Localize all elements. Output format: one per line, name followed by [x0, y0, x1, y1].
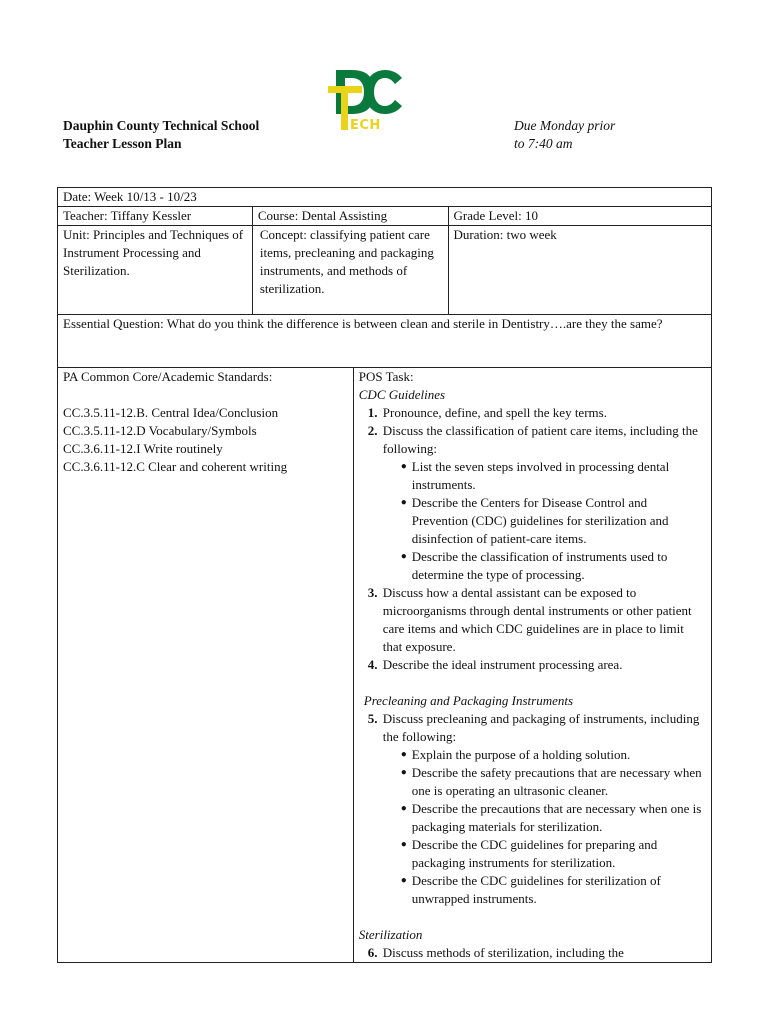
bullet-item: ● Describe the precautions that are necessary when one is packaging materials for sterilization. — [401, 800, 706, 836]
bullet-item: ● Describe the CDC guidelines for preparing and packaging instruments for sterilization. — [401, 836, 706, 872]
bullet-item: ● Describe the safety precautions that are necessary when one is operating an ultrasonic cleaner. — [401, 764, 706, 800]
dctech-logo-graphic — [328, 66, 404, 132]
standards-row — [58, 368, 712, 963]
task-item-4-text: Describe the ideal instrument processing area. — [382, 657, 623, 672]
standard-item: CC.3.5.11-12.B. Central Idea/Conclusion — [63, 405, 279, 420]
concept-cell: Concept: classifying patient care items, precleaning and packaging instruments, and methods of sterilization. — [252, 226, 448, 315]
date-row — [58, 188, 712, 207]
task-item-6-text: Discuss methods of sterilization, including the — [382, 945, 624, 960]
duration-cell: Duration: two week — [448, 226, 711, 315]
task-item-1 — [381, 404, 706, 422]
dctech-logo — [328, 66, 404, 132]
svg-text:ECH: ECH — [350, 118, 381, 132]
task-item-5 — [381, 710, 706, 908]
section-sterilization: Sterilization — [358, 927, 423, 942]
task-item-4 — [381, 656, 706, 674]
pos-task-cell — [353, 368, 711, 963]
standards-heading: PA Common Core/Academic Standards: — [63, 369, 273, 384]
unit-cell: Unit: Principles and Techniques of Instrument Processing and Sterilization. — [58, 226, 253, 315]
info-row — [58, 207, 712, 226]
pos-task-heading: POS Task: — [358, 369, 414, 384]
due-line-2: to 7:40 am — [514, 136, 573, 151]
task-item-6 — [381, 944, 706, 962]
cdc-task-list — [359, 404, 706, 674]
grade-cell: Grade Level: 10 — [448, 207, 711, 226]
school-name: Dauphin County Technical School — [63, 118, 260, 133]
teacher-cell: Teacher: Tiffany Kessler — [58, 207, 253, 226]
course-cell: Course: Dental Assisting — [252, 207, 448, 226]
due-note — [514, 117, 615, 153]
section-cdc-guidelines: CDC Guidelines — [358, 387, 446, 402]
bullet-item: ● List the seven steps involved in processing dental instruments. — [401, 458, 706, 494]
task-item-5-bullets — [383, 746, 706, 908]
task-item-1-text: Pronounce, define, and spell the key terms. — [382, 405, 607, 420]
bullet-item: ● Describe the CDC guidelines for sterilization of unwrapped instruments. — [401, 872, 706, 908]
section-precleaning: Precleaning and Packaging Instruments — [363, 693, 574, 708]
task-item-3-text: Discuss how a dental assistant can be exposed to microorganisms through dental instruments or other patient care items and which CDC guidelines are in place to limit that exposure. — [382, 585, 692, 654]
standard-item: CC.3.5.11-12.D Vocabulary/Symbols — [63, 423, 257, 438]
date-cell: Date: Week 10/13 - 10/23 — [58, 188, 712, 207]
standard-item: CC.3.6.11-12.I Write routinely — [63, 441, 223, 456]
document-type: Teacher Lesson Plan — [63, 136, 182, 151]
bullet-item: ● Describe the classification of instruments used to determine the type of processing. — [401, 548, 706, 584]
sterilization-task-list — [359, 944, 706, 962]
precleaning-task-list — [359, 710, 706, 908]
due-line-1: Due Monday prior — [514, 118, 616, 133]
task-item-2-text: Discuss the classification of patient care items, including the following: — [382, 423, 698, 456]
standard-item: CC.3.6.11-12.C Clear and coherent writing — [63, 459, 288, 474]
task-item-5-text: Discuss precleaning and packaging of instruments, including the following: — [382, 711, 700, 744]
task-item-2-bullets — [383, 458, 706, 584]
essential-question-row — [58, 315, 712, 368]
task-item-2 — [381, 422, 706, 584]
lesson-plan-table — [57, 187, 712, 963]
essential-question-cell: Essential Question: What do you think the difference is between clean and sterile in Dentistry….are they the same? — [58, 315, 712, 368]
header-school-block — [63, 117, 259, 153]
standards-cell — [58, 368, 354, 963]
bullet-item: ● Describe the Centers for Disease Control and Prevention (CDC) guidelines for sterilization and disinfection of patient-care items. — [401, 494, 706, 548]
unit-row — [58, 226, 712, 315]
bullet-item: ● Explain the purpose of a holding solution. — [401, 746, 706, 764]
task-item-3 — [381, 584, 706, 656]
